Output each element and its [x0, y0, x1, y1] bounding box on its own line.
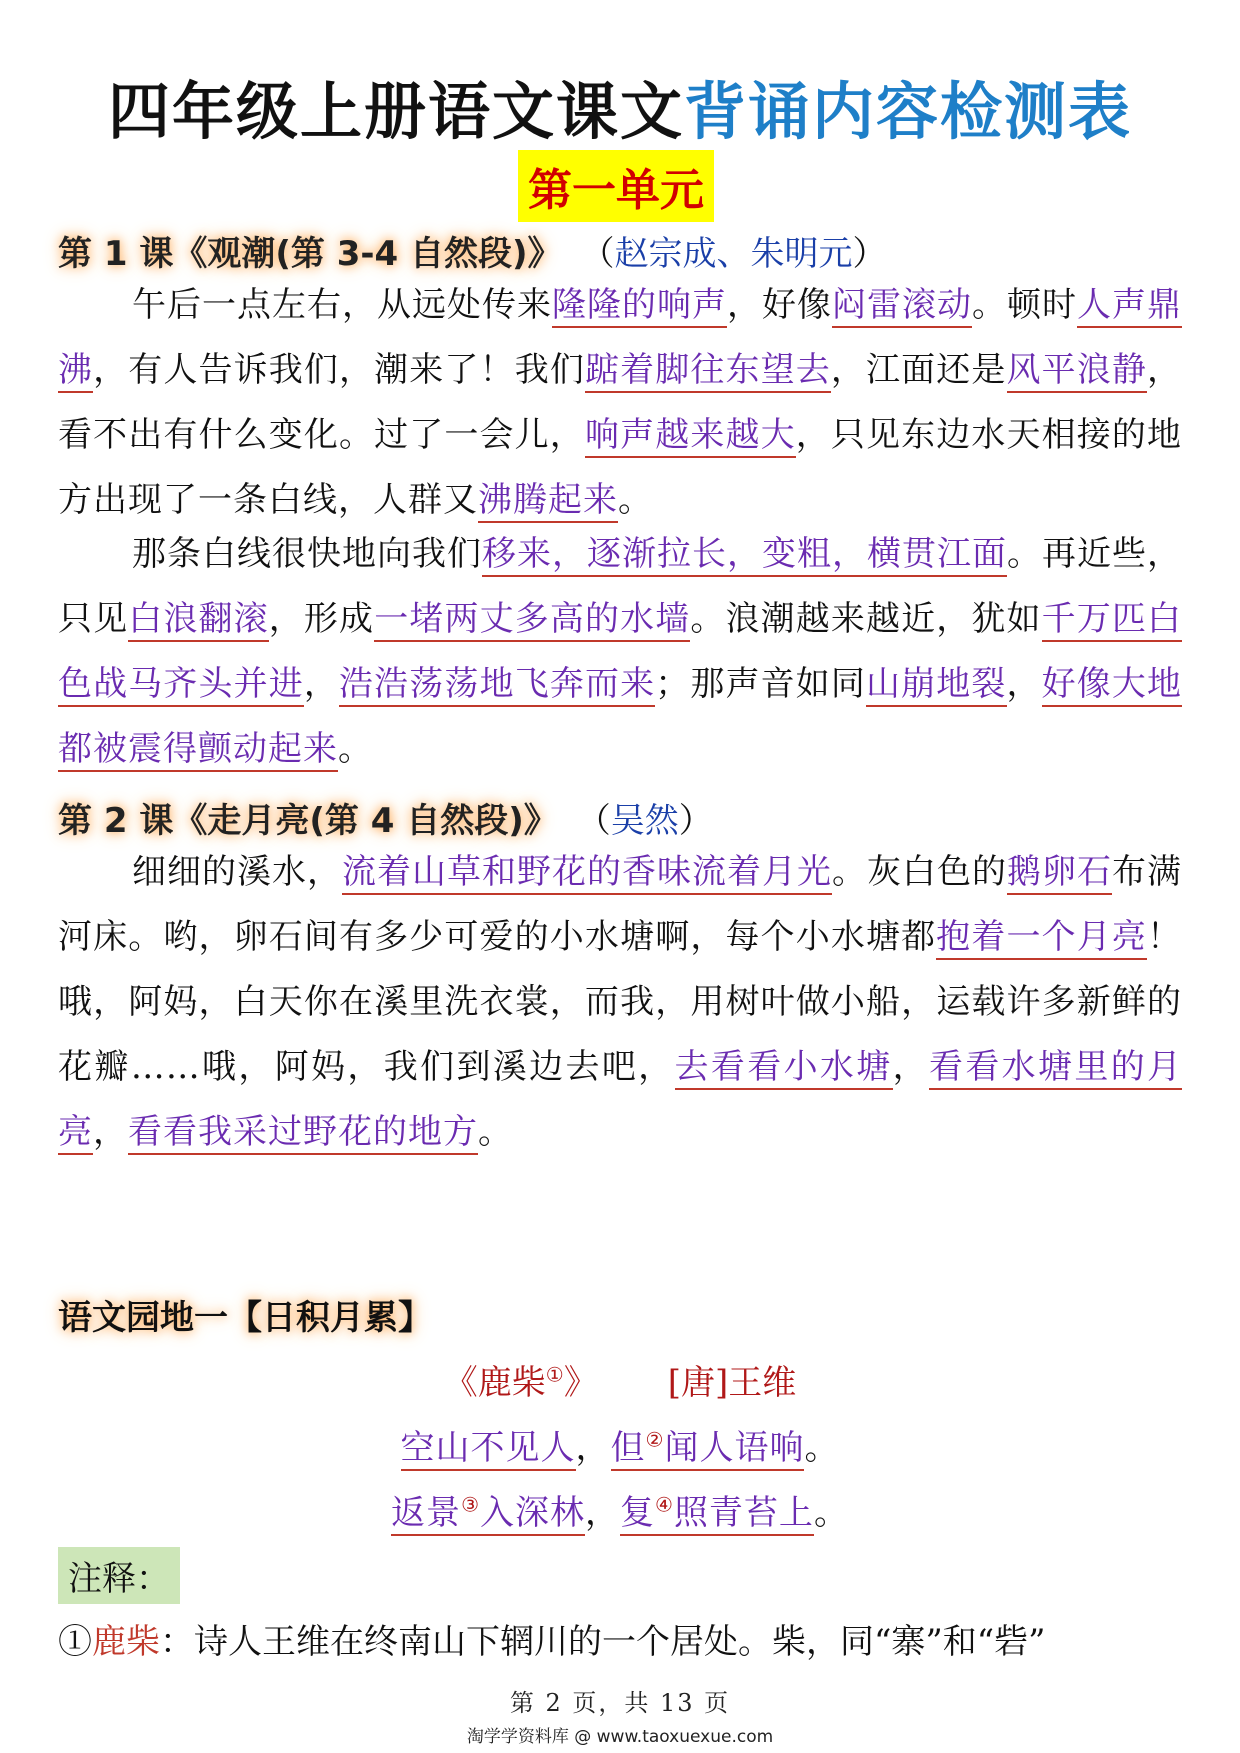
key-phrase: 闷雷滚动	[832, 285, 972, 328]
lesson-1-authors: （赵宗成、朱明元）	[597, 234, 887, 274]
text-run: 午后一点左右，从远处传来	[132, 285, 552, 325]
garden-heading: 语文园地一【日积月累】	[58, 1298, 432, 1338]
lesson-1-heading	[58, 226, 887, 275]
poem-phrase: 复④照青苔上	[620, 1493, 814, 1536]
key-phrase: 抱着一个月亮	[936, 917, 1147, 960]
poem-line-2: 返景③入深林，复④照青苔上。	[0, 1485, 1240, 1534]
text-run: 。再近些，只见	[58, 534, 1182, 639]
text-run: ；那声音如同	[655, 664, 866, 704]
text-run: ，好像	[727, 285, 832, 325]
lesson-1-paragraph-2	[58, 522, 1182, 782]
key-phrase: 移来，逐渐拉长，变粗，横贯江面	[482, 534, 1007, 577]
text-run: 。	[618, 480, 653, 520]
key-phrase: 沸腾起来	[478, 480, 618, 523]
poem-phrase: 空山不见人	[401, 1428, 576, 1471]
text-run: ，	[93, 1112, 128, 1152]
key-phrase: 风平浪静	[1007, 350, 1148, 393]
text-run: 。顿时	[972, 285, 1077, 325]
text-run: ，形成	[268, 599, 375, 639]
key-phrase: 流着山草和野花的香味流着月光	[342, 852, 832, 895]
text-run: 。浪潮越来越近，犹如	[690, 599, 1042, 639]
lesson-2-authors: （吴然）	[593, 801, 713, 841]
lesson-2-paragraph-1	[58, 840, 1182, 1165]
watermark: 淘学学资料库 @ www.taoxuexue.com	[466, 1727, 774, 1747]
note-1: ①鹿柴：诗人王维在终南山下辋川的一个居处。柴，同“寨”和“砦”	[58, 1622, 1046, 1662]
text-run: 细细的溪水，	[132, 852, 342, 892]
key-phrase: 响声越来越大	[585, 415, 796, 458]
text-run: ，江面还是	[830, 350, 1007, 390]
lesson-2-heading	[58, 793, 713, 842]
lesson-1-paragraph-1	[58, 273, 1182, 533]
text-run: ，有人告诉我们，潮来了！我们	[93, 350, 585, 390]
text-run: ，看不出有什么变化。过了一会儿，	[58, 350, 1183, 455]
key-phrase: 看看我采过野花的地方	[128, 1112, 478, 1155]
text-run: 那条白线很快地向我们	[132, 534, 482, 574]
key-phrase: 踮着脚往东望去	[585, 350, 831, 393]
key-phrase: 隆隆的响声	[552, 285, 727, 328]
text-run: ，只见东边水天相接的地方出现了一条白线，人群又	[58, 415, 1183, 520]
key-phrase: 鹅卵石	[1007, 852, 1112, 895]
text-run: ！哦，阿妈，白天你在溪里洗衣裳，而我，用树叶做小船，运载许多新鲜的花瓣……哦，阿妈，我们到溪边去吧，	[58, 917, 1183, 1087]
lesson-2-title: 第 2 课《走月亮(第 4 自然段)》	[58, 801, 558, 841]
key-phrase: 山崩地裂	[866, 664, 1007, 707]
key-phrase: 浩浩荡荡地飞奔而来	[339, 664, 655, 707]
page-number: 第 2 页，共 13 页	[509, 1689, 731, 1717]
text-run: 。	[478, 1112, 513, 1152]
poem-title: 《鹿柴①》 [唐]王维	[443, 1362, 797, 1403]
key-phrase: 一堵两丈多高的水墙	[374, 599, 690, 642]
text-run: 布满河床。哟，卵石间有多少可爱的小水塘啊，每个小水塘都	[58, 852, 1182, 957]
key-phrase: 千万匹白色战马齐头并进	[58, 599, 1182, 707]
lesson-1-title: 第 1 课《观潮(第 3-4 自然段)》	[58, 234, 562, 274]
unit-label: 第一单元	[518, 150, 714, 222]
title-black: 四年级上册语文课文	[107, 75, 684, 148]
page-title	[0, 62, 1240, 151]
text-run: ，	[892, 1047, 929, 1087]
title-blue: 背诵内容检测表	[684, 75, 1133, 148]
text-run: 。灰白色的	[832, 852, 1007, 892]
key-phrase: 人声鼎沸	[58, 285, 1182, 393]
text-run: 。	[338, 729, 373, 769]
key-phrase: 白浪翻滚	[128, 599, 269, 642]
poem-line-1: 空山不见人，但②闻人语响。	[0, 1420, 1240, 1469]
poem-phrase: 但②闻人语响	[611, 1428, 805, 1471]
notes-label: 注释：	[58, 1547, 180, 1604]
key-phrase: 去看看小水塘	[675, 1047, 893, 1090]
key-phrase: 看看水塘里的月亮	[58, 1047, 1182, 1155]
key-phrase: 好像大地都被震得颤动起来	[58, 664, 1182, 772]
poem-author: [唐]王维	[667, 1363, 797, 1403]
poem-phrase: 返景③入深林	[391, 1493, 585, 1536]
text-run: ，	[303, 664, 340, 704]
text-run: ，	[1006, 664, 1042, 704]
